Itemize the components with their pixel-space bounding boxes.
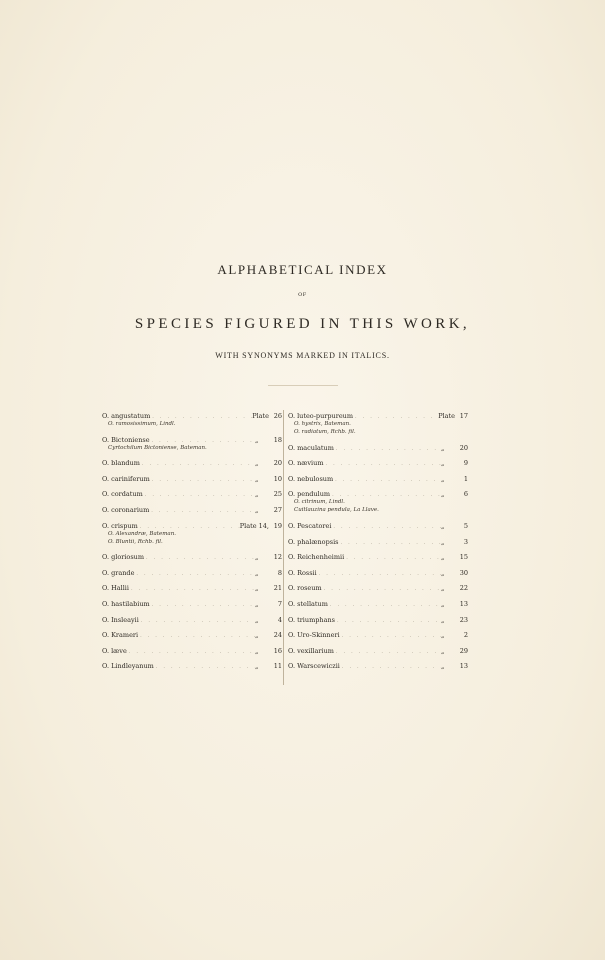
plate-prefix: „ [255,435,259,444]
index-entry [288,584,468,592]
plate-number: 8 [277,568,282,577]
leader-dots [323,460,441,468]
plate-number: 23 [459,615,468,624]
index-entry-row [288,600,468,608]
leader-dots [150,601,255,609]
index-entry-row [288,569,468,577]
plate-prefix: Plate [438,412,455,420]
index-entry-row [102,553,282,561]
species-name: O. cordatum [102,490,143,499]
index-entry-row [102,490,282,498]
index-column-right [288,412,468,678]
species-name: O. Rossii [288,568,317,577]
plate-reference [255,553,282,561]
index-entry [288,522,468,530]
species-name: O. nebulosum [288,474,334,483]
plate-number: 13 [459,662,468,671]
species-name: O. Uro-Skinneri [288,631,340,640]
leader-dots [334,445,441,453]
species-name: O. angustatum [102,412,151,420]
index-entry-row [288,459,468,467]
plate-reference [255,459,282,467]
synonym: O. hystrix, Bateman. [294,421,351,427]
index-entry [288,647,468,655]
column-divider [283,410,284,685]
index-entry [102,436,282,452]
species-name: O. læve [102,646,127,655]
plate-number: 19 [273,521,282,530]
plate-reference [441,569,468,577]
leader-dots [353,413,438,421]
index-entry [102,412,282,428]
synonym: O. ramosissimum, Lindl. [108,421,176,427]
leader-dots [138,632,255,640]
plate-prefix: „ [255,662,259,671]
index-entry-row [102,584,282,592]
plate-number: 30 [459,568,468,577]
index-entry-row [102,475,282,483]
index-entry [102,553,282,561]
plate-reference [255,647,282,655]
index-entry [102,647,282,655]
plate-reference [441,584,468,592]
plate-reference [255,436,282,444]
plate-prefix: „ [441,459,445,468]
plate-prefix: Plate 14, [239,521,269,530]
species-name: O. stellatum [288,599,328,608]
index-entry-row [102,600,282,608]
plate-number: 5 [463,521,468,530]
plate-number: 13 [459,599,468,608]
index-entry [102,569,282,577]
index-entry [288,490,468,514]
index-entry-row [288,522,468,530]
leader-dots [317,570,441,578]
plate-number: 2 [463,631,468,640]
species-name: O. maculatum [288,443,334,452]
leader-dots [143,491,255,499]
plate-prefix: „ [255,553,259,562]
leader-dots [335,617,441,625]
index-entry-row [102,459,282,467]
plate-number: 25 [273,490,282,499]
leader-dots [129,585,255,593]
species-name: O. cariniferum [102,474,150,483]
plate-reference [438,412,468,420]
plate-number: 29 [459,646,468,655]
synonym: Cyrtochilum Bictoniense, Bateman. [108,444,207,451]
index-subtitle: SPECIES FIGURED IN THIS WORK, [134,316,471,332]
species-name: O. phalænopsis [288,537,339,546]
synonym: O. Bluntii, Rchb. fil. [108,538,163,545]
plate-number: 10 [273,474,282,483]
synonym: O. Alexandræ, Bateman. [108,530,176,537]
index-entry [102,490,282,498]
plate-prefix: „ [255,474,259,483]
leader-dots [134,570,255,578]
plate-prefix: „ [441,615,445,624]
plate-number: 27 [273,505,282,514]
leader-dots [339,539,441,547]
synonym: Cuitlauzina pendula, La Llave. [294,507,379,514]
plate-prefix: „ [255,631,259,640]
index-entry [102,662,282,670]
index-entry [288,459,468,467]
index-entry [288,538,468,546]
index-entry-row [288,538,468,546]
index-entry-row [102,506,282,514]
leader-dots [334,648,441,656]
plate-reference [441,475,468,483]
index-entry [288,475,468,483]
index-entry-row [288,616,468,624]
index-entry-row [288,475,468,483]
plate-prefix: „ [255,615,259,624]
index-entry-row [102,436,282,444]
plate-prefix: „ [441,568,445,577]
index-entry-row [102,616,282,624]
plate-prefix: „ [441,646,445,655]
leader-dots [333,476,441,484]
plate-number: 1 [463,474,468,483]
plate-prefix: „ [441,443,445,452]
plate-prefix: „ [255,584,259,593]
leader-dots [149,507,255,515]
index-entry-row [288,490,468,498]
plate-number: 20 [459,443,468,452]
plate-number: 6 [463,490,468,499]
leader-dots [150,476,255,484]
index-entry [288,662,468,670]
index-entry [102,506,282,514]
index-entry [102,631,282,639]
index-entry [288,631,468,639]
index-entry [288,616,468,624]
index-entry [288,444,468,452]
plate-number: 21 [273,584,282,593]
species-name: O. hastilabium [102,599,150,608]
plate-prefix: Plate [252,412,269,420]
index-entry-row [102,631,282,639]
plate-reference [255,506,282,514]
species-name: O. Lindleyanum [102,662,154,671]
index-entry-row [288,647,468,655]
index-entry [102,584,282,592]
plate-reference [441,631,468,639]
index-entry [288,569,468,577]
species-name: O. vexillarium [288,646,334,655]
species-name: O. Pescatorei [288,521,332,530]
index-entry-row [288,584,468,592]
plate-reference [441,662,468,670]
index-entry [102,522,282,546]
synonym: O. radiatum, Rchb. fil. [294,429,356,435]
plate-prefix: „ [255,490,259,499]
index-entry-row [288,631,468,639]
index-entry [102,616,282,624]
index-of: OF [298,292,307,298]
plate-number: 26 [273,412,282,420]
index-entry [102,600,282,608]
plate-reference [240,522,282,530]
leader-dots [140,460,255,468]
plate-prefix: „ [441,537,445,546]
plate-number: 20 [273,459,282,468]
index-entry-row [102,569,282,577]
index-title: ALPHABETICAL INDEX [217,262,388,277]
plate-reference [441,538,468,546]
index-entry [288,553,468,561]
leader-dots [127,648,255,656]
plate-number: 9 [463,459,468,468]
title-divider-rule [268,385,338,386]
plate-number: 3 [463,537,468,546]
index-entry-row [288,444,468,452]
species-name: O. Hallii [102,584,129,593]
species-name: O. Bictoniense [102,435,150,444]
plate-number: 12 [273,553,282,562]
index-entry-row [288,553,468,561]
plate-prefix: „ [441,599,445,608]
species-name: O. Warscewiczii [288,662,340,671]
plate-number: 24 [273,631,282,640]
plate-prefix: „ [255,568,259,577]
plate-reference [441,490,468,498]
leader-dots [344,554,441,562]
index-entry-row [288,412,468,420]
plate-reference [255,631,282,639]
index-entry [288,600,468,608]
plate-prefix: „ [255,459,259,468]
species-name: O. Reichenheimii [288,553,345,562]
plate-reference [441,600,468,608]
index-column-left [102,412,282,678]
species-name: O. Krameri [102,631,139,640]
index-entry [102,475,282,483]
plate-reference [255,584,282,592]
leader-dots [331,523,441,531]
species-name: O. luteo-purpureum [288,412,354,420]
plate-reference [441,522,468,530]
synonym: O. citrinum, Lindl. [294,499,345,506]
plate-number: 7 [277,599,282,608]
species-name: O. Insleayii [102,615,139,624]
plate-prefix: „ [441,584,445,593]
species-name: O. coronarium [102,505,150,514]
plate-reference [441,444,468,452]
species-name: O. pendulum [288,490,331,499]
index-entry [102,459,282,467]
index-entry-row [102,662,282,670]
index-note: WITH SYNONYMS MARKED IN ITALICS. [215,351,390,360]
index-entry-row [288,662,468,670]
plate-reference [441,647,468,655]
leader-dots [340,632,441,640]
leader-dots [328,601,441,609]
species-name: O. blandum [102,459,140,468]
leader-dots [330,491,441,499]
plate-number: 15 [459,553,468,562]
plate-reference [255,662,282,670]
plate-prefix: „ [255,505,259,514]
plate-prefix: „ [255,599,259,608]
plate-number: 18 [273,435,282,444]
plate-number: 16 [273,646,282,655]
index-entry-row [102,522,282,530]
plate-prefix: „ [441,521,445,530]
plate-prefix: „ [441,631,445,640]
plate-reference [255,490,282,498]
leader-dots [322,585,441,593]
plate-reference [252,412,282,420]
plate-prefix: „ [441,490,445,499]
index-entry [288,412,468,436]
plate-prefix: „ [441,553,445,562]
species-name: O. roseum [288,584,322,593]
leader-dots [144,554,255,562]
species-name: O. grande [102,568,135,577]
plate-number: 4 [277,615,282,624]
species-name: O. gloriosum [102,553,145,562]
plate-reference [441,553,468,561]
leader-dots [154,663,255,671]
plate-reference [441,616,468,624]
species-name: O. triumphans [288,615,335,624]
plate-prefix: „ [441,474,445,483]
plate-reference [255,569,282,577]
plate-reference [255,616,282,624]
leader-dots [139,617,255,625]
plate-reference [255,475,282,483]
plate-number: 11 [273,662,282,671]
plate-number: 17 [459,412,468,420]
plate-prefix: „ [441,662,445,671]
plate-number: 22 [459,584,468,593]
leader-dots [340,663,441,671]
plate-prefix: „ [255,646,259,655]
species-name: O. nævium [288,459,324,468]
plate-reference [441,459,468,467]
index-entry-row [102,647,282,655]
index-entry-row [102,412,282,420]
plate-reference [255,600,282,608]
species-name: O. crispum [102,521,138,530]
